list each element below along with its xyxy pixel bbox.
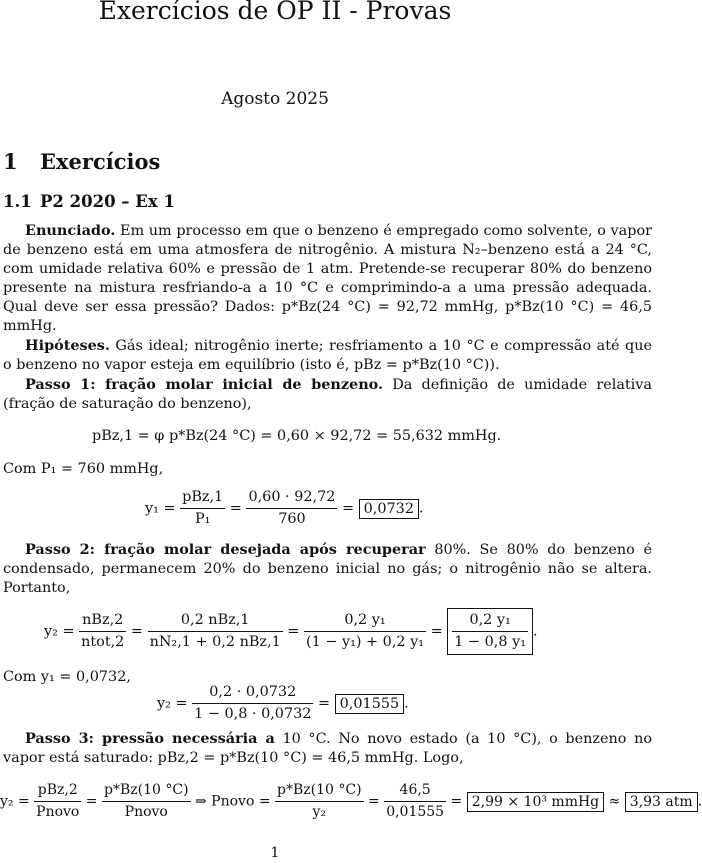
eq-p-result-mmhg: 2,99 × 10³ mmHg	[467, 792, 604, 812]
eq-y2-f4-den: 1 − 0,8 y₁	[454, 634, 526, 650]
eq-p-f2-num: p*Bz(10 °C)	[102, 781, 191, 802]
section-number: 1	[3, 149, 18, 174]
hipoteses-paragraph	[3, 336, 652, 375]
eq-y1-frac1-den: P₁	[194, 511, 211, 527]
hipoteses-text: Gás ideal; nitrogênio inerte; resfriamento a 10 °C e compressão até que o benzeno no vapor esteja em equilíbrio (isto é, pBz = p*Bz(10 °C)).	[3, 338, 652, 373]
eq-p-f3-den: y₂	[312, 804, 327, 820]
eq-p-f4-den: 0,01555	[386, 804, 445, 820]
eq-p-f3-num: p*Bz(10 °C)	[275, 781, 364, 802]
eq-p-result-atm: 3,93 atm	[625, 792, 698, 812]
equation-y1: y₁ = $\frac{\text{pBz,1}}{\text{P₁}}$ = $\frac{0,60 \cdot 92,72}{760}$ = 0,0732 .	[145, 489, 424, 527]
passo2-label: Passo 2: fração molar desejada após recuperar	[25, 541, 426, 558]
eq-y1-lhs: y₁ =	[145, 500, 176, 517]
passo1-label: Passo 1: fração molar inicial de benzeno.	[25, 376, 384, 393]
equation-pressure: y₂ = $\frac{\text{pBz,2}}{\text{Pnovo}}$ = $\frac{p*Bz(10 ^\circ C)}{\text{Pnovo}}$ ⇒ Pnovo = $\frac{p*Bz(10 ^\circ C)}{\text{y₂}}$ = $\frac{46,5}{0,01555}$ = 2,99 × 10³ mmHg ≈ 3,93 atm .	[0, 782, 702, 820]
document-title: Exercícios de OP II - Provas	[98, 0, 452, 25]
section-title: Exercícios	[40, 149, 161, 174]
eq-y1-frac1	[180, 488, 225, 529]
eq-p-mid: Pnovo =	[211, 793, 271, 810]
passo3-text: No novo estado (a 10 °C), o benzeno no vapor está saturado: pBz,2 = p*Bz(10 °C) = 46,5 mmHg. Logo,	[3, 731, 653, 766]
subsection-title: P2 2020 – Ex 1	[40, 192, 175, 211]
passo2-text: Se 80% do benzeno é condensado, permanecem 20% do benzeno inicial no gás; o nitrogênio não se altera. Portanto,	[3, 542, 652, 596]
enunciado-text: Em um processo em que o benzeno é empregado como solvente, o vapor de benzeno está em uma atmosfera de nitrogênio. A mistura N₂–benzeno está a 24 °C, com umidade relativa 60% e pressão de 1 atm. Pretende-se recuperar 80% do benzeno presente na mistura resfriando-a a 10 °C e comprimindo-a a uma pressão adequada. Qual deve ser essa pressão? Dados: p*Bz(24 °C) = 92,72 mmHg, p*Bz(10 °C) = 46,5 mmHg.	[3, 223, 652, 334]
hipoteses-label: Hipóteses.	[25, 337, 110, 354]
eq-y2-frac4	[452, 611, 528, 652]
equation-pbz1: pBz,1 = φ p*Bz(24 °C) = 0,60 × 92,72 = 55,632 mmHg.	[92, 428, 502, 444]
eq-y2-f4-num: 0,2 y₁	[452, 611, 528, 632]
eq-y2v-num: 0,2 · 0,0732	[192, 683, 313, 704]
eq-p-f4-num: 46,5	[384, 781, 446, 802]
eq-y2-f3-num: 0,2 y₁	[304, 611, 426, 632]
eq-p-frac2	[102, 781, 191, 822]
eq-y2-f2-num: 0,2 nBz,1	[148, 611, 283, 632]
passo2-paragraph	[3, 540, 652, 598]
passo3-label: Passo 3: pressão necessária a	[25, 730, 275, 747]
eq-p-arrow: ⇒	[194, 793, 207, 810]
eq-y2v-result: 0,01555	[335, 694, 405, 714]
eq-y2-frac1	[79, 611, 126, 652]
document-date: Agosto 2025	[221, 89, 329, 109]
equation-y2-derivation: y₂ = $\frac{\text{nBz,2}}{\text{ntot,2}}$ = $\frac{\text{0,2 nBz,1}}{\text{nN₂,1 + 0,2 nBz,1}}$ = $\frac{\text{0,2 y₁}}{\text{(1 − y₁) + 0,2 y₁}}$ = $\frac{\text{0,2 y₁}}{\text{1 − 0,8 y₁}}$ .	[44, 608, 538, 655]
eq-y2-f1-num: nBz,2	[79, 611, 126, 632]
eq-y2-frac2	[148, 611, 283, 652]
eq-y1-frac1-num: pBz,1	[180, 488, 225, 509]
passo1-with-text: Com P₁ = 760 mmHg,	[3, 461, 164, 477]
page-number: 1	[270, 845, 280, 861]
eq-y1-frac2-num: 0,60 · 92,72	[246, 488, 337, 509]
equation-y2-value: y₂ = $\frac{0,2 \cdot 0,0732}{1 - 0,8 \cdot 0,0732}$ = 0,01555 .	[157, 684, 409, 722]
eq-p-frac3	[275, 781, 364, 822]
enunciado-paragraph	[3, 221, 652, 336]
passo1-text: Da definição de umidade relativa (fração de saturação do benzeno),	[3, 377, 652, 412]
eq-p-f2-den: Pnovo	[124, 804, 168, 820]
eq-y2v-den: 1 − 0,8 · 0,0732	[194, 706, 312, 722]
eq-y2-f2-den: nN₂,1 + 0,2 nBz,1	[149, 634, 281, 650]
eq-p-f1-num: pBz,2	[34, 781, 81, 802]
passo2-label-tail: 80%.	[434, 542, 471, 558]
eq-y2-f3-den: (1 − y₁) + 0,2 y₁	[305, 634, 425, 650]
eq-y2-f1-den: ntot,2	[81, 634, 125, 650]
subsection-number: 1.1	[3, 192, 32, 211]
eq-p-approx: ≈	[608, 793, 621, 810]
section-heading	[3, 148, 160, 176]
eq-p-f1-den: Pnovo	[36, 804, 80, 820]
eq-p-lhs: y₂ =	[0, 793, 30, 810]
eq-y1-result: 0,0732	[359, 499, 419, 519]
eq-p-frac1	[34, 781, 81, 822]
passo3-label-tail: 10 °C.	[282, 731, 331, 747]
eq-y1-frac2	[246, 488, 337, 529]
passo3-paragraph	[3, 729, 652, 768]
enunciado-label: Enunciado.	[25, 222, 116, 239]
eq-y2v-lhs: y₂ =	[157, 695, 188, 712]
eq-p-frac4	[384, 781, 446, 822]
eq-y2-frac3	[304, 611, 426, 652]
passo1-paragraph	[3, 375, 652, 414]
eq-y2v-frac	[192, 683, 313, 724]
eq-y1-frac2-den: 760	[278, 511, 306, 527]
subsection-heading	[3, 191, 175, 213]
eq-y2-boxed	[447, 608, 533, 655]
passo2-with-text: Com y₁ = 0,0732,	[3, 669, 131, 685]
eq-y2-lhs: y₂ =	[44, 623, 75, 640]
